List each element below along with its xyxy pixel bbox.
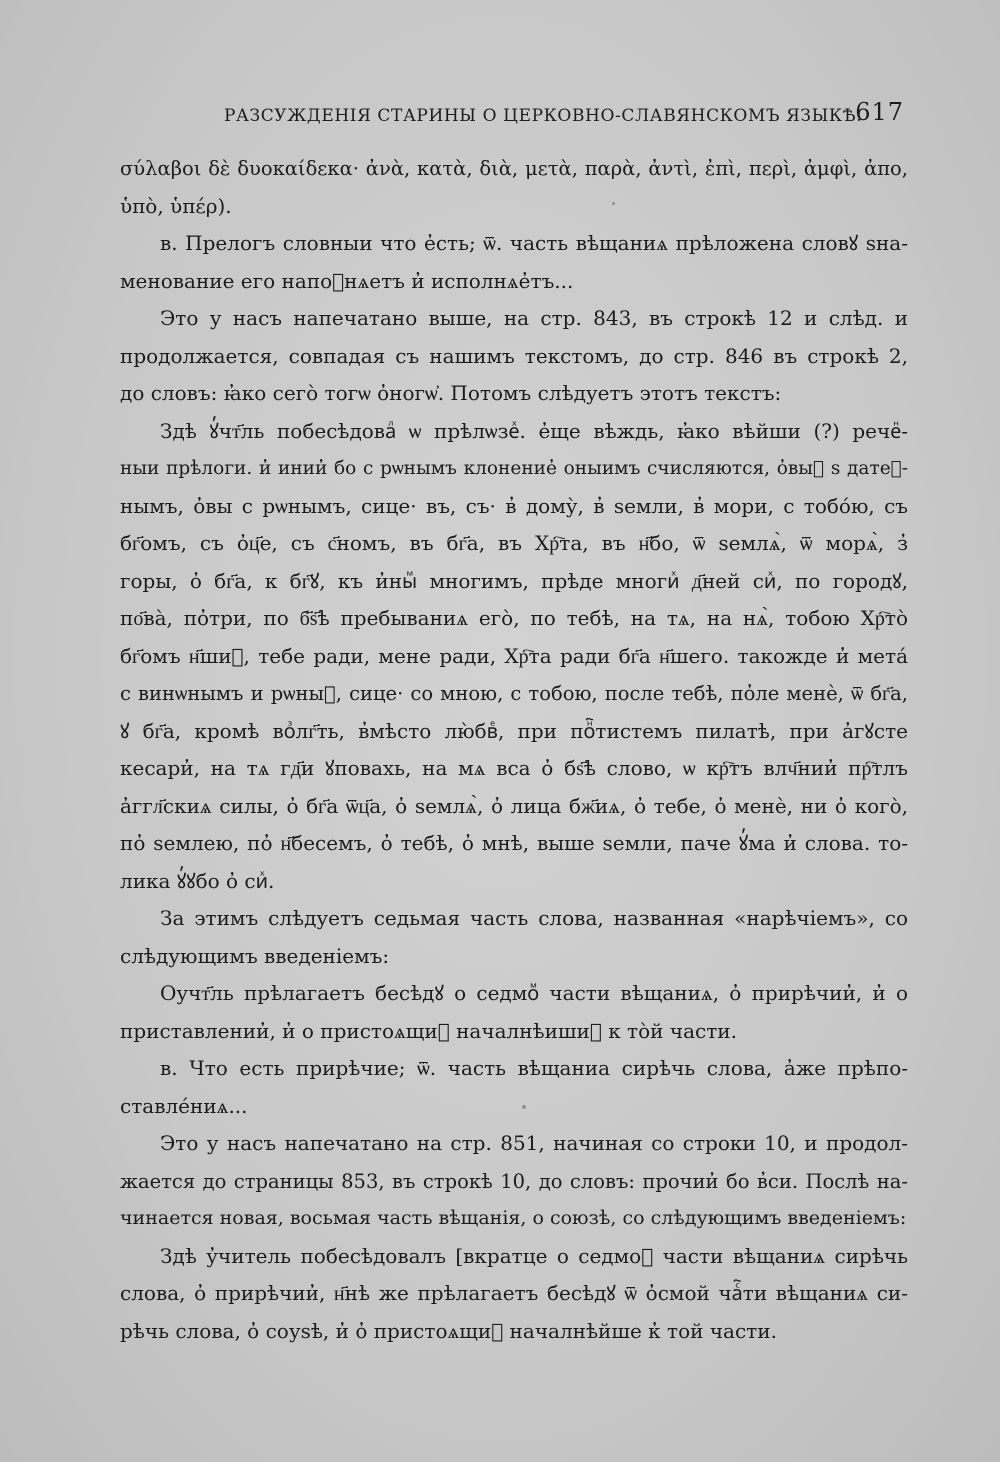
text-line: нымъ, о̓вы с рѡнымъ, сице· въ, съ· в̓ дому̀, в̓ ѕемли, в̓ мори, с тобо́ю, съ [120, 493, 908, 518]
text-line: Это у насъ напечатано выше, на стр. 843, въ строкѣ 12 и слѣд. и [160, 306, 908, 330]
text-line: бг҃омъ, съ о̓ц҃е, съ с҃номъ, въ бг҃а, въ Хр҇та, въ н҃бо, ѿ ѕемлѧ̀, ѿ морѧ̀, з̓ [120, 531, 908, 555]
text-line: в. Прелогъ словныи что е̓сть; ѿ. часть вѣщаниѧ прѣложена словꙋ ѕна- [160, 231, 908, 255]
page-number: 617 [855, 98, 904, 126]
body-text [120, 150, 908, 1350]
text-line: с винѡнымъ и рѡныⷨ, сице· со мною, с тобою, после тебѣ, по̓ле менѐ, ѿ бг҃а, [120, 682, 908, 705]
scan-speck [612, 202, 615, 205]
text-line: менование его напоⷯнѧетъ и̓ исполнѧе̓тъ... [120, 268, 574, 293]
text-line: продолжается, совпадая съ нашимъ текстомъ, до стр. 846 въ строкѣ 2, [120, 343, 908, 368]
scan-speck [522, 1105, 526, 1109]
running-title: РАЗСУЖДЕНІЯ СТАРИНЫ О ЦЕРКОВНО-СЛАВЯНСКОМЪ ЯЗЫКѢ. [224, 106, 863, 126]
text-line: ставле́ниѧ... [120, 1093, 248, 1118]
text-line: слова, о̓ прирѣчии̓, н҃нѣ же прѣлагаетъ бесѣдꙋ ѿ о̓смой чаⷭ҇ти вѣщаниѧ си- [120, 1281, 908, 1305]
text-line: За этимъ слѣдуетъ седьмая часть слова, названная «нарѣчіемъ», со [160, 906, 908, 930]
text-line: кесари̓, на тѧ гд҃и ꙋповахь, на мѧ вса о̓ бѕ҃ѣ слово, ѡ кр҇тъ влч҃нии̓ пр҇тлъ [120, 756, 908, 780]
text-line: бг҃омъ н҃шиⷨ, тебе ради, мене ради, Хр҇та ради бг҃а н҃шего. такожде и̓ мета́ [120, 643, 908, 668]
text-line: Оучт҃ль прѣлагаетъ бесѣдꙋ о седмоⷨ части вѣщаниѧ, о̓ прирѣчии̓, и̓ о [160, 981, 908, 1005]
text-line: а̓ггл҃скиѧ силы, о̓ бг҃а ѿц҃а, о̓ ѕемлѧ̀, о̓ лица бж҃иѧ, о̓ тебе, о̓ менѐ, ни о̓ кого̀, [120, 793, 908, 818]
text-line: ꙋ бг҃а, кромѣ воⷥлг҃ть, в̓мѣсто лю̀бвⷷ, при поⷩ҇тистемъ пилатѣ, при а̓гꙋсте [120, 718, 908, 743]
running-head [120, 98, 910, 134]
text-line: по҃ва̀, по̓три, по б҃ѕ҃ѣ пребываниѧ его̀, по тебѣ, на тѧ, на нѧ̀, тобою Хр҇то̀ [120, 606, 908, 630]
text-line: до словъ: ꙗ̓ко сего̀ тогѡ о̓ногѡ̓. Потомъ слѣдуетъ этотъ текстъ: [120, 381, 782, 405]
text-line: чинается новая, восьмая часть вѣщанія, о союзѣ, со слѣдующимъ введеніемъ: [120, 1207, 907, 1229]
text-line: ныи прѣлоги. и̓ инии̓ бо с рѡнымъ клонение̓ оныимъ счисляются, о̓выⷨ ѕ датеⷧ- [120, 458, 908, 479]
text-line: Здѣ ꙋ̓чт҃ль побесѣдоваⷧ ѡ прѣлѡзеⷯ. е̓ще вѣждь, ꙗ̓ко вѣйши (?) речеⷩ- [160, 418, 908, 443]
text-line: горы, о̓ бг҃а, к бг҃ꙋ, къ и̓ныⷨ многимъ, прѣде многиⷯ д҃ней сиⷯ, по городꙋ, [120, 568, 908, 593]
text-line: в. Что есть прирѣчие; ѿ. часть вѣщаниа сирѣчь слова, а̓же прѣпо- [160, 1056, 908, 1080]
text-line: слѣдующимъ введеніемъ: [120, 943, 390, 968]
text-line: по̓ ѕемлею, по̓ н҃бесемъ, о̓ тебѣ, о̓ мнѣ, выше ѕемли, паче ꙋ̓ма и̓ слова. то- [120, 831, 908, 855]
text-line: Здѣ у̓читель побесѣдовалъ [вкратце о седмоⷨ части вѣщаниѧ сирѣчь [160, 1243, 908, 1268]
text-line: приставлении̓, и̓ о пристоѧщиⷯ началнѣишиⷯ к то̀й части. [120, 1018, 737, 1043]
text-line: лика ꙋ̓ꙋбо о̓ сиⷯ. [120, 868, 275, 893]
text-line: σύλαβοι δὲ δυοκαίδεκα· ἀνὰ, κατὰ, διὰ, μετὰ, παρὰ, ἀντὶ, ἐπὶ, περὶ, ἀμφὶ, ἀπο, [120, 157, 908, 180]
text-line: рѣчь слова, о̓ соуѕѣ, и̓ о̓ пристоѧщиⷯ началнѣйше к̓ той части. [120, 1318, 777, 1343]
text-line: Это у насъ напечатано на стр. 851, начиная со строки 10, и продол- [160, 1131, 908, 1155]
text-line: жается до страницы 853, въ строкѣ 10, до словъ: прочии̓ бо в̓си. Послѣ на- [120, 1169, 908, 1193]
text-line: ὑπὸ, ὑπέρ). [120, 193, 232, 218]
